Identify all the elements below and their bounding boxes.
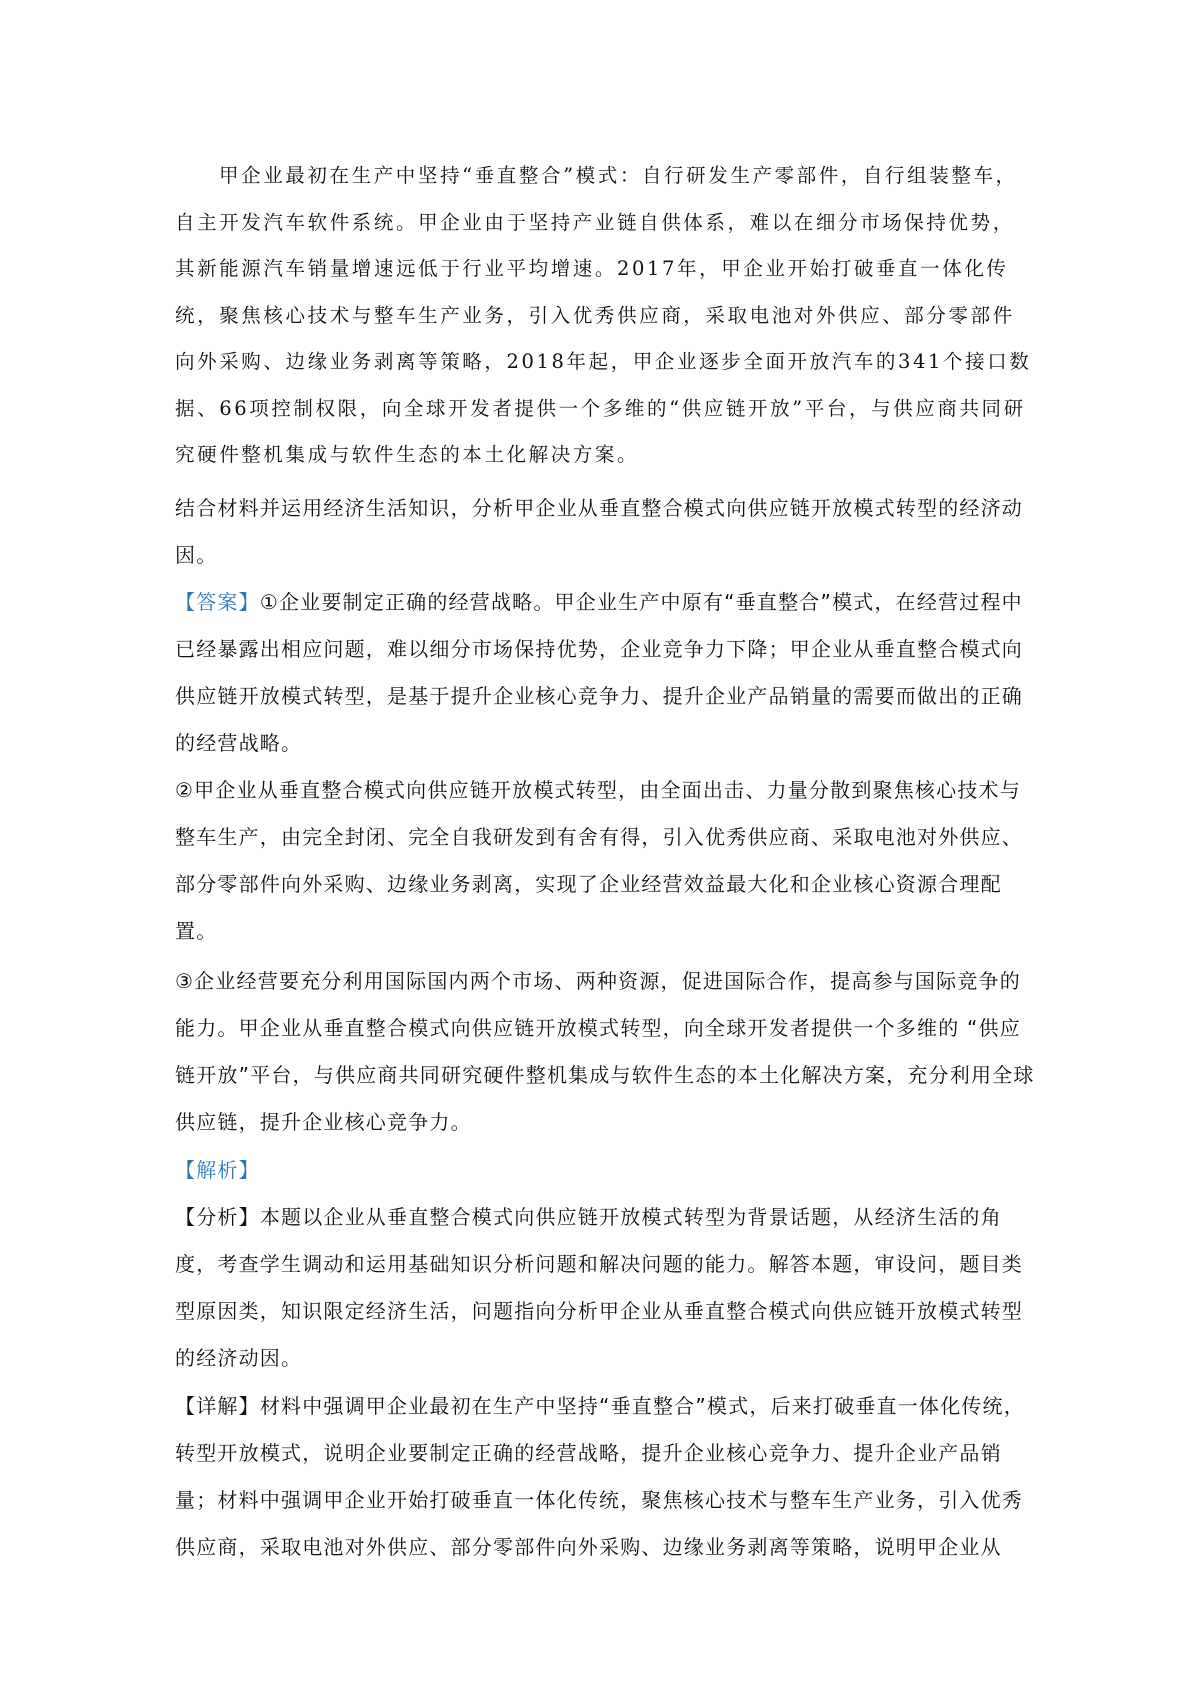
answer-point-3: ③企业经营要充分利用国际国内两个市场、两种资源，促进国际合作，提高参与国际竞争的能力。甲企业从垂直整合模式向供应链开放模式转型，向全球开发者提供一个多维的 “供应链开放”平台，与供应商共同研究硬件整机集成与软件生态的本土化解决方案，充分利用全球供应链，提升企业核心竞争力。 [175,969,1035,1134]
analysis-tag: 【分析】 [175,1205,260,1229]
detail-paragraph [175,1383,1035,1571]
analysis-paragraph [175,1194,1035,1382]
question-paragraph: 结合材料并运用经济生活知识，分析甲企业从垂直整合模式向供应链开放模式转型的经济动因。 [175,496,1023,567]
jiexi-heading [175,1147,1035,1194]
detail-text: 材料中强调甲企业最初在生产中坚持“垂直整合”模式，后来打破垂直一体化传统，转型开放模式，说明企业要制定正确的经营战略，提升企业核心竞争力、提升企业产品销量；材料中强调甲企业开始打破垂直一体化传统，聚焦核心技术与整车生产业务，引入优秀供应商，采取电池对外供应、部分零部件向外采购、边缘业务剥离等策略，说明甲企业从 [175,1394,1025,1559]
answer-point-2: ②甲企业从垂直整合模式向供应链开放模式转型，由全面出击、力量分散到聚焦核心技术与整车生产，由完全封闭、完全自我研发到有舍有得，引入优秀供应商、采取电池对外供应、部分零部件向外采购、边缘业务剥离，实现了企业经营效益最大化和企业核心资源合理配置。 [175,778,1023,943]
answer-paragraph [175,579,1035,767]
material-paragraph: 甲企业最初在生产中坚持“垂直整合”模式：自行研发生产零部件，自行组装整车，自主开发汽车软件系统。甲企业由于坚持产业链自供体系，难以在细分市场保持优势，其新能源汽车销量增速远低于行业平均增速。2017年，甲企业开始打破垂直一体化传统，聚焦核心技术与整车生产业务，引入优秀供应商，采取电池对外供应、部分零部件向外采购、边缘业务剥离等策略，2018年起，甲企业逐步全面开放汽车的341个接口数据、66项控制权限，向全球开发者提供一个多维的“供应链开放”平台，与供应商共同研究硬件整机集成与软件生态的本土化解决方案。 [175,164,1032,466]
detail-tag: 【详解】 [175,1394,260,1418]
analysis-text: 本题以企业从垂直整合模式向供应链开放模式转型为背景话题，从经济生活的角度，考查学生调动和运用基础知识分析问题和解决问题的能力。解答本题，审设问，题目类型原因类，知识限定经济生活，问题指向分析甲企业从垂直整合模式向供应链开放模式转型的经济动因。 [175,1205,1023,1370]
answer-tag: 【答案】 [175,590,260,614]
answer-point-1: ①企业要制定正确的经营战略。甲企业生产中原有“垂直整合”模式，在经营过程中已经暴露出相应问题，难以细分市场保持优势，企业竞争力下降；甲企业从垂直整合模式向供应链开放模式转型，是基于提升企业核心竞争力、提升企业产品销量的需要而做出的正确的经营战略。 [175,590,1023,755]
jiexi-tag: 【解析】 [175,1158,260,1182]
